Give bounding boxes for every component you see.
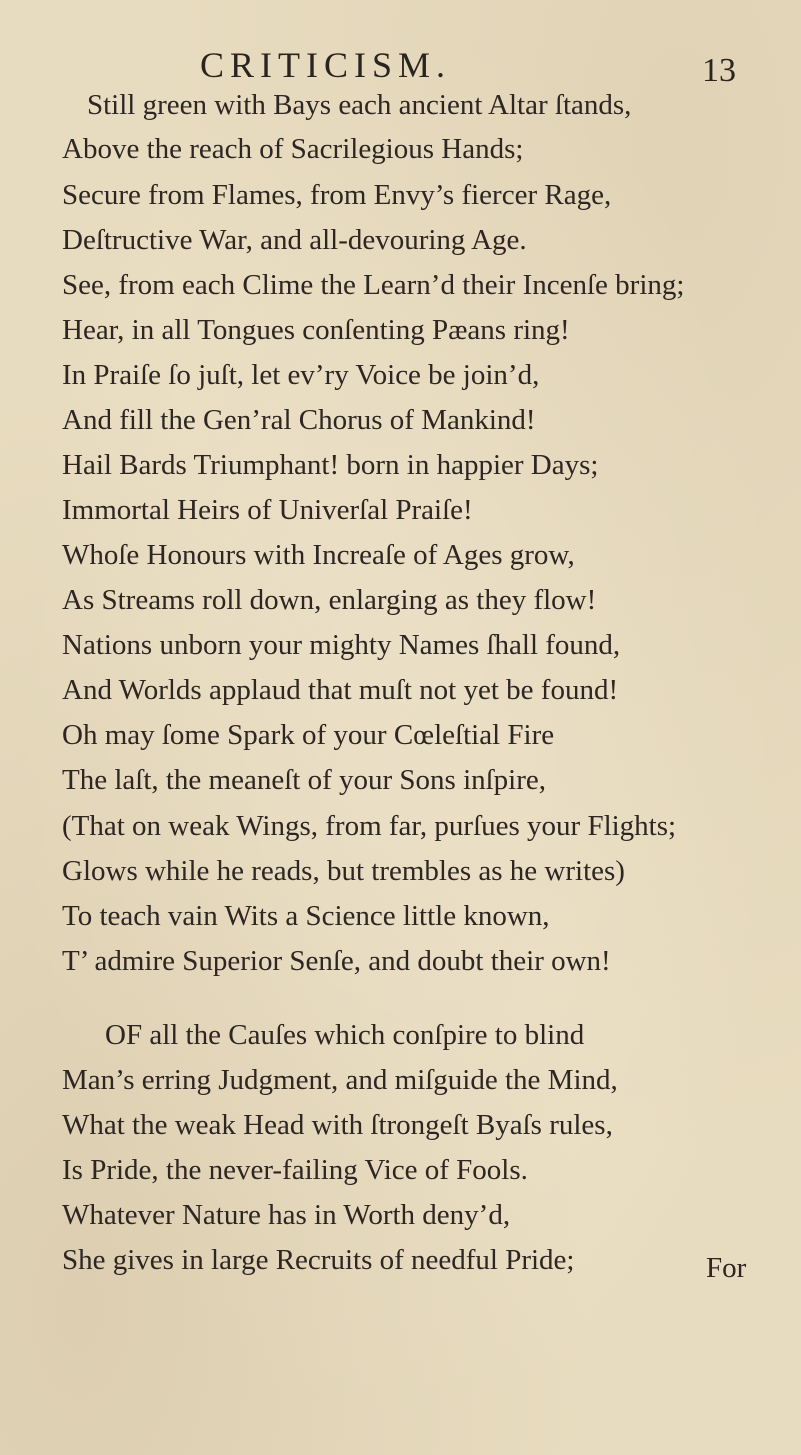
verse-line: Immortal Heirs of Univerſal Praiſe! [62,494,473,526]
verse-line: Hail Bards Triumphant! born in happier Days; [62,449,599,481]
verse-line: What the weak Head with ſtrongeſt Byaſs rules, [62,1109,613,1141]
verse-line: Above the reach of Sacrilegious Hands; [62,133,524,165]
verse-line: And Worlds applaud that muſt not yet be found! [62,674,619,706]
verse-line: As Streams roll down, enlarging as they flow! [62,584,597,616]
verse-line: Oh may ſome Spark of your Cœleſtial Fire [62,719,555,751]
verse-line: Is Pride, the never-failing Vice of Fools. [62,1154,528,1186]
verse-line: To teach vain Wits a Science little known, [62,900,550,932]
verse-line: (That on weak Wings, from far, purſues your Flights; [62,810,677,842]
verse-line: OF all the Cauſes which conſpire to blind [105,1019,585,1051]
verse-line: The laſt, the meaneſt of your Sons inſpire, [62,764,547,796]
verse-line: And fill the Gen’ral Chorus of Mankind! [62,404,536,436]
verse-line: Whatever Nature has in Worth deny’d, [62,1199,511,1231]
verse-line: In Praiſe ſo juſt, let ev’ry Voice be join’d, [62,359,540,391]
verse-line: Still green with Bays each ancient Altar ſtands, [87,89,632,121]
running-head: CRITICISM. [200,45,452,85]
verse-line: She gives in large Recruits of needful Pride; [62,1244,575,1276]
page-number: 13 [702,52,736,89]
verse-line: Deſtructive War, and all-devouring Age. [62,224,527,256]
verse-line: Whoſe Honours with Increaſe of Ages grow, [62,539,575,571]
verse-line: Glows while he reads, but trembles as he writes) [62,855,625,887]
catchword: For [706,1252,747,1284]
verse-line: Nations unborn your mighty Names ſhall found, [62,629,621,661]
verse-line: See, from each Clime the Learn’d their Incenſe bring; [62,269,685,301]
verse-line: Man’s erring Judgment, and miſguide the Mind, [62,1064,618,1096]
verse-line: T’ admire Superior Senſe, and doubt their own! [62,945,611,977]
verse-line: Secure from Flames, from Envy’s fiercer Rage, [62,179,612,211]
verse-line: Hear, in all Tongues conſenting Pæans ring! [62,314,570,346]
